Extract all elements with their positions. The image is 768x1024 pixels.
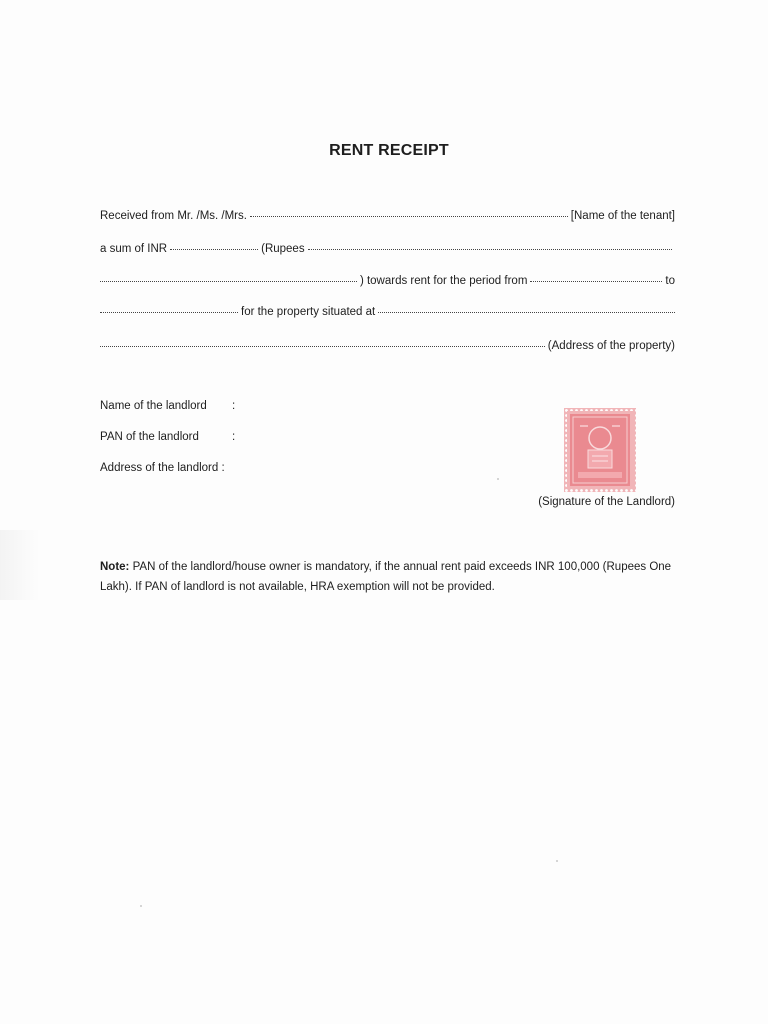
pan-note [100, 557, 680, 597]
period-from-blank [530, 281, 662, 282]
landlord-address-row [100, 462, 225, 474]
landlord-name-colon: : [232, 400, 236, 412]
scan-speck [497, 478, 499, 480]
landlord-pan-colon: : [232, 431, 236, 443]
note-label: Note: [100, 561, 130, 573]
landlord-name-label: Name of the landlord [100, 400, 207, 412]
landlord-signature-label: (Signature of the Landlord) [538, 496, 675, 508]
amount-words-blank [308, 249, 672, 250]
sum-of-inr-label: a sum of INR [100, 243, 168, 255]
tenant-name-line [100, 210, 675, 222]
property-situated-label: for the property situated at [241, 306, 376, 318]
landlord-name-row [100, 400, 235, 412]
amount-line [100, 243, 675, 255]
document-title: RENT RECEIPT [329, 142, 449, 159]
landlord-address-colon: : [221, 462, 225, 474]
period-to-blank [100, 312, 238, 313]
landlord-pan-row [100, 431, 235, 443]
property-line [100, 306, 675, 318]
landlord-address-label: Address of the landlord [100, 462, 219, 474]
address-of-property-hint: (Address of the property) [547, 340, 675, 352]
address-line [100, 340, 675, 352]
tenant-name-blank [250, 216, 568, 217]
received-from-label: Received from Mr. /Ms. /Mrs. [100, 210, 247, 222]
to-label: to [665, 275, 675, 287]
revenue-stamp-icon [564, 408, 636, 492]
note-text: PAN of the landlord/house owner is mandatory, if the annual rent paid exceeds INR 100,000 (Rupees One Lakh). If PAN of landlord is not available, HRA exemption will not be provided. [100, 561, 672, 593]
property-address-blank-continued [100, 346, 545, 347]
scan-speck [140, 905, 142, 907]
amount-blank [170, 249, 258, 250]
property-address-blank [378, 312, 675, 313]
scan-edge-shadow [0, 530, 40, 600]
tenant-name-hint: [Name of the tenant] [570, 210, 675, 222]
landlord-pan-label: PAN of the landlord [100, 431, 199, 443]
scan-speck [556, 860, 558, 862]
rupees-label: (Rupees [261, 243, 305, 255]
period-line [100, 275, 675, 287]
towards-rent-label: ) towards rent for the period from [359, 275, 528, 287]
amount-words-blank-continued [100, 281, 357, 282]
